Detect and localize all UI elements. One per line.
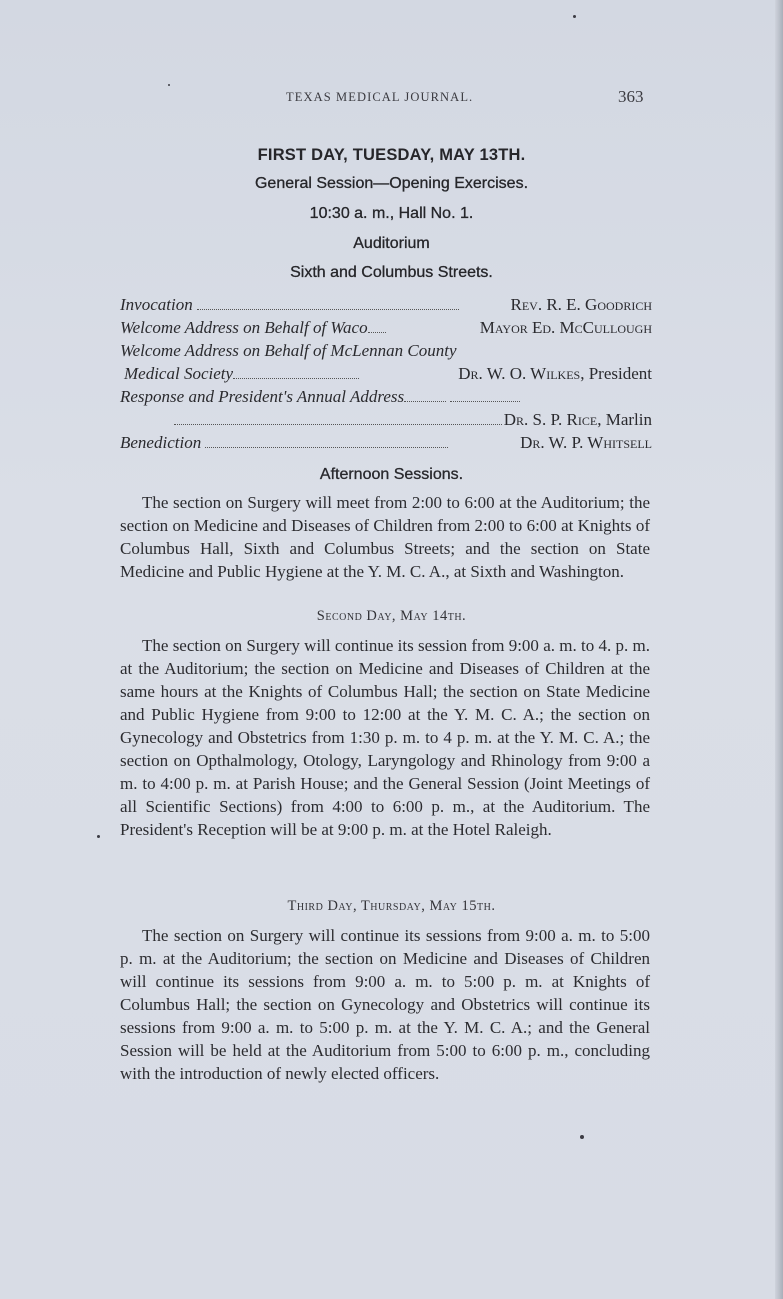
program-row — [120, 362, 652, 385]
program-label: Medical Society — [124, 364, 234, 383]
venue-heading: Auditorium — [353, 235, 430, 252]
program-name: Dr. S. P. Rice, Marlin — [503, 410, 652, 429]
program-label: Welcome Address on Behalf of McLennan County — [120, 341, 457, 360]
program-name: Dr. W. O. Wilkes, President — [458, 364, 652, 383]
day1-heading: FIRST DAY, TUESDAY, MAY 13TH. — [257, 146, 526, 164]
dot-leader — [404, 387, 446, 402]
program-row — [120, 316, 652, 339]
program-row — [120, 339, 652, 362]
program-name: Mayor Ed. McCullough — [479, 318, 652, 337]
ink-speck — [97, 835, 100, 838]
program-list — [120, 293, 652, 454]
afternoon-paragraph: The section on Surgery will meet from 2:00 to 6:00 at the Auditorium; the section on Medicine and Diseases of Children from 2:00 to 6:00 at Knights of Columbus Hall, Sixth and Columbus Streets; and the section on State Medicine and Public Hygiene at the Y. M. C. A., at Sixth and Washington. — [120, 493, 650, 581]
running-header — [0, 88, 783, 108]
program-row — [120, 385, 652, 408]
day2-heading: Second Day, May 14th. — [316, 608, 467, 624]
ink-speck — [168, 84, 170, 86]
day3-paragraph: The section on Surgery will continue its sessions from 9:00 a. m. to 5:00 p. m. at the Auditorium; the section on Medicine and Diseases of Children will continue its sessions from 9:00 a. m. to 5:00 p. m. at Knights of Columbus Hall; the section on Gynecology and Obstetrics will continue its sessions from 9:00 a. m. to 5:00 p. m. at the Y. M. C. A.; and the General Session will be held at the Auditorium from 5:00 to 6:00 p. m., concluding with the introduction of newly elected officers. — [120, 926, 650, 1083]
dot-leader — [450, 387, 520, 402]
journal-title: TEXAS MEDICAL JOURNAL. — [286, 90, 474, 104]
dot-leader — [174, 410, 502, 425]
ink-speck — [573, 15, 576, 18]
program-label: Benediction — [120, 433, 202, 452]
page-number: 363 — [618, 87, 644, 106]
day2-paragraph: The section on Surgery will continue its session from 9:00 a. m. to 4. p. m. at the Auditorium; the section on Medicine and Diseases of Children at the same hours at the Knights of Columbus Hall; the section on State Medicine and Public Hygiene from 9:00 to 12:00 at the Y. M. C. A.; the section on Gynecology and Obstetrics from 1:30 p. m. to 4 p. m. at the Y. M. C. A.; the section on Opthalmology, Otology, Laryngology and Rhinology from 9:00 a m. to 4:00 p. m. at Parish House; and the General Session (Joint Meetings of all Scientific Sections) from 4:00 to 6:00 p. m., at the Auditorium. The President's Reception will be at 9:00 p. m. at the Hotel Raleigh. — [120, 636, 650, 839]
dot-leader — [197, 295, 459, 310]
page-edge — [775, 0, 783, 1299]
program-name: Dr. W. P. Whitsell — [520, 433, 652, 452]
dot-leader — [233, 364, 359, 379]
program-label: Welcome Address on Behalf of Waco — [120, 318, 368, 337]
afternoon-heading: Afternoon Sessions. — [319, 466, 464, 483]
program-row — [120, 293, 652, 316]
program-row — [120, 408, 652, 431]
ink-speck — [580, 1135, 584, 1139]
dot-leader — [205, 433, 448, 448]
session-heading: General Session—Opening Exercises. — [254, 175, 529, 192]
program-label: Invocation — [120, 295, 193, 314]
time-place-heading: 10:30 a. m., Hall No. 1. — [309, 205, 474, 222]
day3-heading: Third Day, Thursday, May 15th. — [287, 898, 496, 914]
program-label: Response and President's Annual Address — [120, 387, 405, 406]
program-name: Rev. R. E. Goodrich — [510, 295, 652, 314]
program-row — [120, 431, 652, 454]
streets-heading: Sixth and Columbus Streets. — [290, 264, 493, 281]
dot-leader — [368, 318, 386, 333]
